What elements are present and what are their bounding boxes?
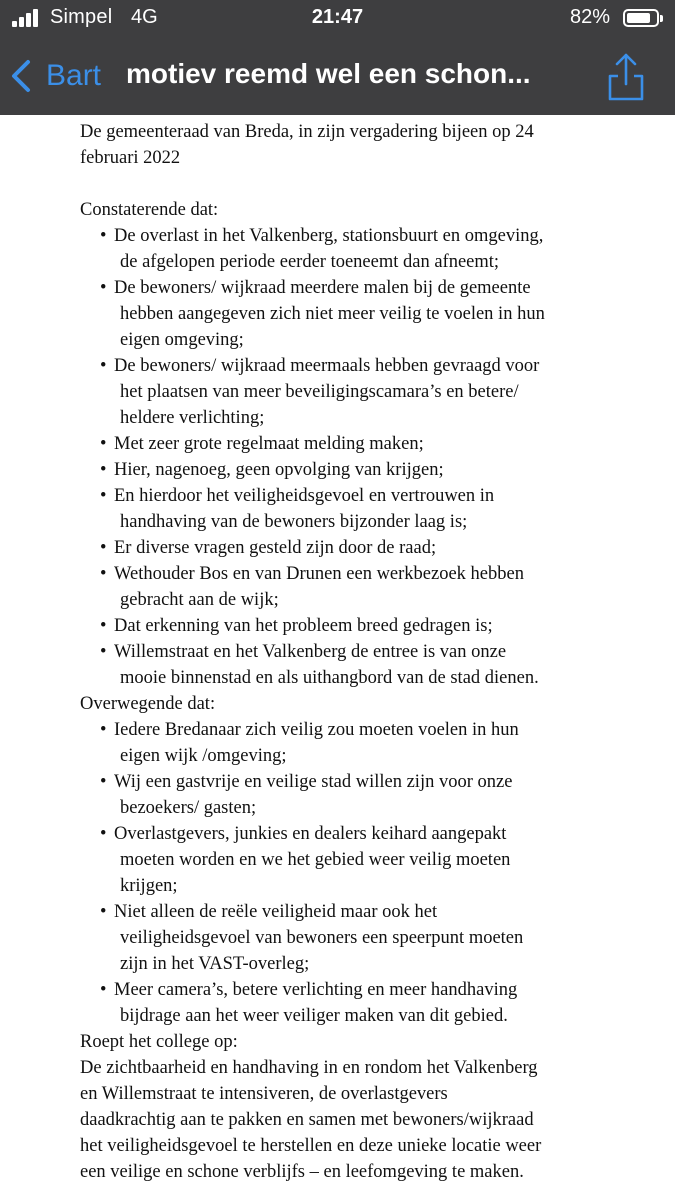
list-item bbox=[80, 457, 640, 483]
roept-paragraph bbox=[80, 1055, 640, 1185]
list-item-line: • De overlast in het Valkenberg, stationsbuurt en omgeving, bbox=[114, 226, 544, 246]
list-item-line: • Met zeer grote regelmaat melding maken; bbox=[114, 434, 424, 454]
list-item-line: • Wij een gastvrije en veilige stad willen zijn voor onze bbox=[114, 772, 513, 792]
list-item-line: • En hierdoor het veiligheidsgevoel en vertrouwen in bbox=[114, 486, 495, 506]
list-item bbox=[80, 639, 640, 691]
paragraph-line: en Willemstraat te intensiveren, de overlastgevers bbox=[80, 1084, 448, 1104]
list-item bbox=[80, 483, 640, 535]
list-item-line: • Meer camera’s, betere verlichting en meer handhaving bbox=[114, 980, 518, 1000]
list-item-line: bijdrage aan het weer veiliger maken van dit gebied. bbox=[120, 1006, 508, 1026]
constaterende-list bbox=[80, 223, 640, 691]
list-item-line: het plaatsen van meer beveiligingscamara’s en betere/ bbox=[120, 382, 519, 402]
list-item-line: • De bewoners/ wijkraad meermaals hebben gevraagd voor bbox=[114, 356, 540, 376]
paragraph-line: het veiligheidsgevoel te herstellen en deze unieke locatie weer bbox=[80, 1136, 542, 1156]
list-item-line: veiligheidsgevoel van bewoners een speerpunt moeten bbox=[120, 928, 524, 948]
list-item-line: heldere verlichting; bbox=[120, 408, 265, 428]
list-item-line: moeten worden en we het gebied weer veilig moeten bbox=[120, 850, 511, 870]
list-item-line: de afgelopen periode eerder toeneemt dan afneemt; bbox=[120, 252, 500, 272]
document-text bbox=[80, 119, 640, 1185]
page-title: motiev reemd wel een schon... bbox=[126, 58, 531, 89]
share-icon[interactable] bbox=[606, 52, 646, 102]
list-item-line: • Er diverse vragen gesteld zijn door de raad; bbox=[114, 538, 437, 558]
list-item bbox=[80, 223, 640, 275]
list-item-line: • Wethouder Bos en van Drunen een werkbezoek hebben bbox=[114, 564, 524, 584]
carrier-name: Simpel bbox=[50, 6, 113, 28]
list-item-line: krijgen; bbox=[120, 876, 178, 896]
list-item-line: mooie binnenstad en als uithangbord van de stad dienen. bbox=[120, 668, 539, 688]
list-item-line: • Willemstraat en het Valkenberg de entree is van onze bbox=[114, 642, 507, 662]
battery-icon bbox=[623, 9, 659, 27]
list-item bbox=[80, 821, 640, 899]
list-item-line: • Dat erkenning van het probleem breed gedragen is; bbox=[114, 616, 493, 636]
intro-line: februari 2022 bbox=[80, 148, 181, 168]
network-type: 4G bbox=[131, 6, 158, 28]
list-item-line: handhaving van de bewoners bijzonder laag is; bbox=[120, 512, 468, 532]
list-item bbox=[80, 275, 640, 353]
list-item bbox=[80, 899, 640, 977]
status-bar bbox=[0, 0, 675, 40]
section-heading-overwegende: Overwegende dat: bbox=[80, 694, 216, 714]
clock: 21:47 bbox=[311, 6, 364, 28]
list-item-line: • Overlastgevers, junkies en dealers keihard aangepakt bbox=[114, 824, 507, 844]
paragraph-line: daadkrachtig aan te pakken en samen met bewoners/wijkraad bbox=[80, 1110, 534, 1130]
list-item bbox=[80, 431, 640, 457]
paragraph-line: een veilige en schone verblijfs – en leefomgeving te maken. bbox=[80, 1162, 524, 1182]
list-item bbox=[80, 717, 640, 769]
chevron-left-icon bbox=[10, 59, 32, 93]
section-heading-constaterende: Constaterende dat: bbox=[80, 200, 219, 220]
list-item bbox=[80, 769, 640, 821]
list-item bbox=[80, 535, 640, 561]
back-button[interactable] bbox=[10, 54, 101, 98]
intro-line: De gemeenteraad van Breda, in zijn vergadering bijeen op 24 bbox=[80, 122, 534, 142]
list-item bbox=[80, 353, 640, 431]
section-heading-roept: Roept het college op: bbox=[80, 1032, 238, 1052]
list-item bbox=[80, 977, 640, 1029]
list-item-line: • Hier, nagenoeg, geen opvolging van krijgen; bbox=[114, 460, 444, 480]
top-bar bbox=[0, 0, 675, 115]
navigation-bar bbox=[0, 40, 675, 115]
list-item-line: zijn in het VAST-overleg; bbox=[120, 954, 310, 974]
list-item-line: • De bewoners/ wijkraad meerdere malen bij de gemeente bbox=[114, 278, 531, 298]
list-item-line: • Iedere Bredanaar zich veilig zou moeten voelen in hun bbox=[114, 720, 519, 740]
list-item-line: • Niet alleen de reële veiligheid maar ook het bbox=[114, 902, 438, 922]
back-label: Bart bbox=[46, 59, 102, 92]
list-item-line: eigen omgeving; bbox=[120, 330, 244, 350]
list-item-line: bezoekers/ gasten; bbox=[120, 798, 257, 818]
list-item bbox=[80, 613, 640, 639]
list-item-line: eigen wijk /omgeving; bbox=[120, 746, 287, 766]
battery-percent: 82% bbox=[570, 6, 611, 28]
list-item-line: gebracht aan de wijk; bbox=[120, 590, 279, 610]
list-item-line: hebben aangegeven zich niet meer veilig te voelen in hun bbox=[120, 304, 545, 324]
document-view[interactable] bbox=[0, 115, 675, 1200]
paragraph-line: De zichtbaarheid en handhaving in en rondom het Valkenberg bbox=[80, 1058, 538, 1078]
overwegende-list bbox=[80, 717, 640, 1029]
list-item bbox=[80, 561, 640, 613]
